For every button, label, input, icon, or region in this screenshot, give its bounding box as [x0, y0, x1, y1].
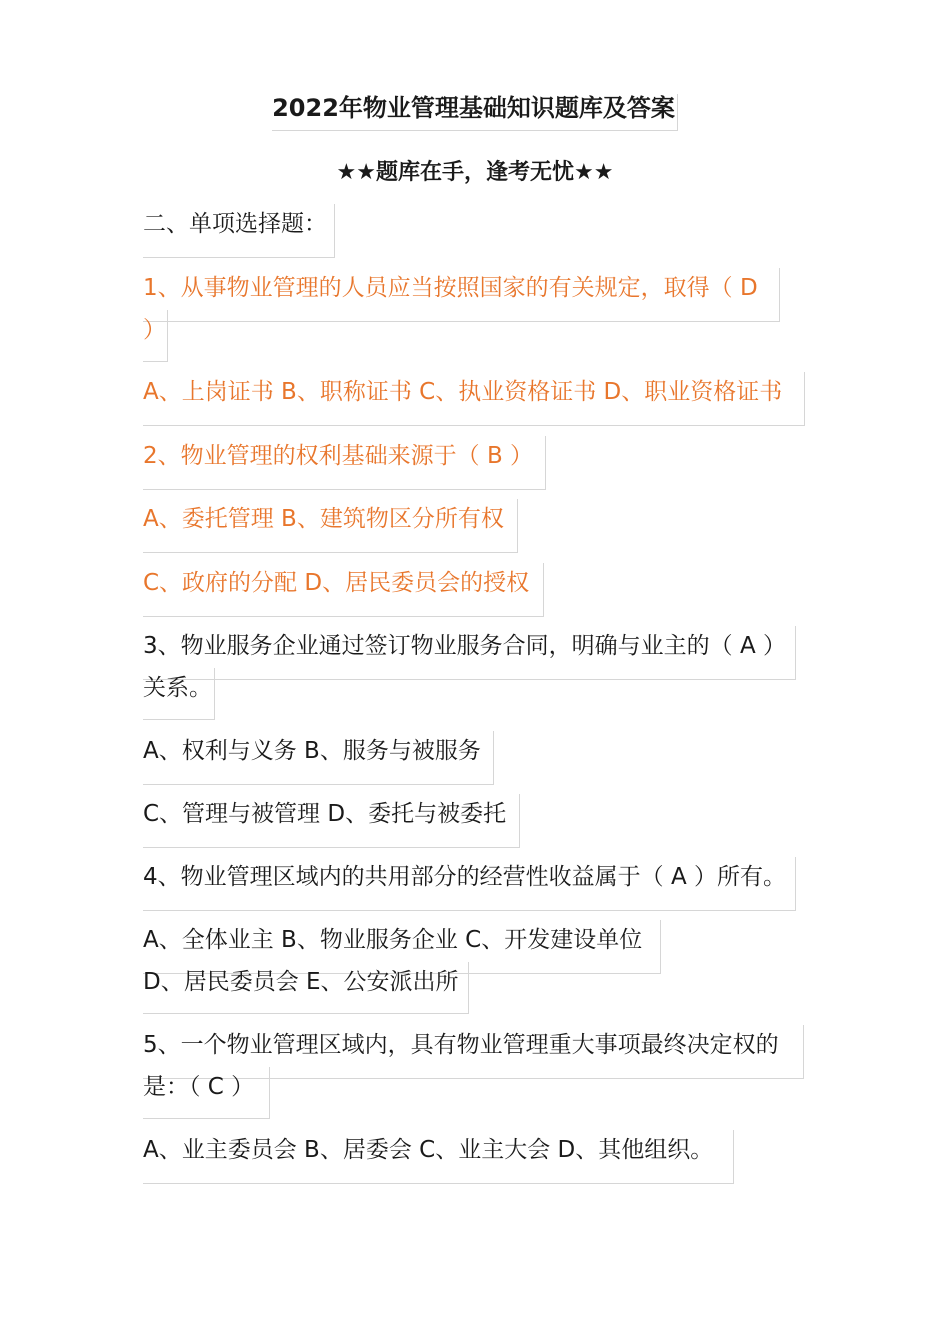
question-2-options-a-b: A、委托管理 B、建筑物区分所有权 — [143, 499, 518, 553]
question-3-text: 3、物业服务企业通过签订物业服务合同，明确与业主的（ A ） — [143, 626, 796, 680]
section-heading: 二、单项选择题： — [143, 204, 335, 258]
question-4-text: 4、物业管理区域内的共用部分的经营性收益属于（ A ）所有。 — [143, 857, 796, 911]
question-5-text: 5、一个物业管理区域内，具有物业管理重大事项最终决定权的 — [143, 1025, 804, 1079]
question-3-options-a-b: A、权利与义务 B、服务与被服务 — [143, 731, 494, 785]
question-5-text-cont: 是：（ C ） — [143, 1067, 270, 1119]
question-4-options-d-e: D、居民委员会 E、公安派出所 — [143, 962, 469, 1014]
question-3-options-c-d: C、管理与被管理 D、委托与被委托 — [143, 794, 520, 848]
question-1-text-cont: ） — [143, 310, 168, 362]
question-3-text-cont: 关系。 — [143, 668, 215, 720]
question-5-options: A、业主委员会 B、居委会 C、业主大会 D、其他组织。 — [143, 1130, 734, 1184]
document-subtitle: ★★题库在手，逢考无忧★★ — [336, 160, 614, 185]
question-1-options: A、上岗证书 B、职称证书 C、执业资格证书 D、职业资格证书 — [143, 372, 805, 426]
question-2-text: 2、物业管理的权利基础来源于（ B ） — [143, 436, 546, 490]
question-1-text: 1、从事物业管理的人员应当按照国家的有关规定，取得（ D — [143, 268, 780, 322]
question-4-options-a-c: A、全体业主 B、物业服务企业 C、开发建设单位 — [143, 920, 661, 974]
document-title: 2022年物业管理基础知识题库及答案 — [0, 88, 950, 128]
question-2-options-c-d: C、政府的分配 D、居民委员会的授权 — [143, 563, 544, 617]
